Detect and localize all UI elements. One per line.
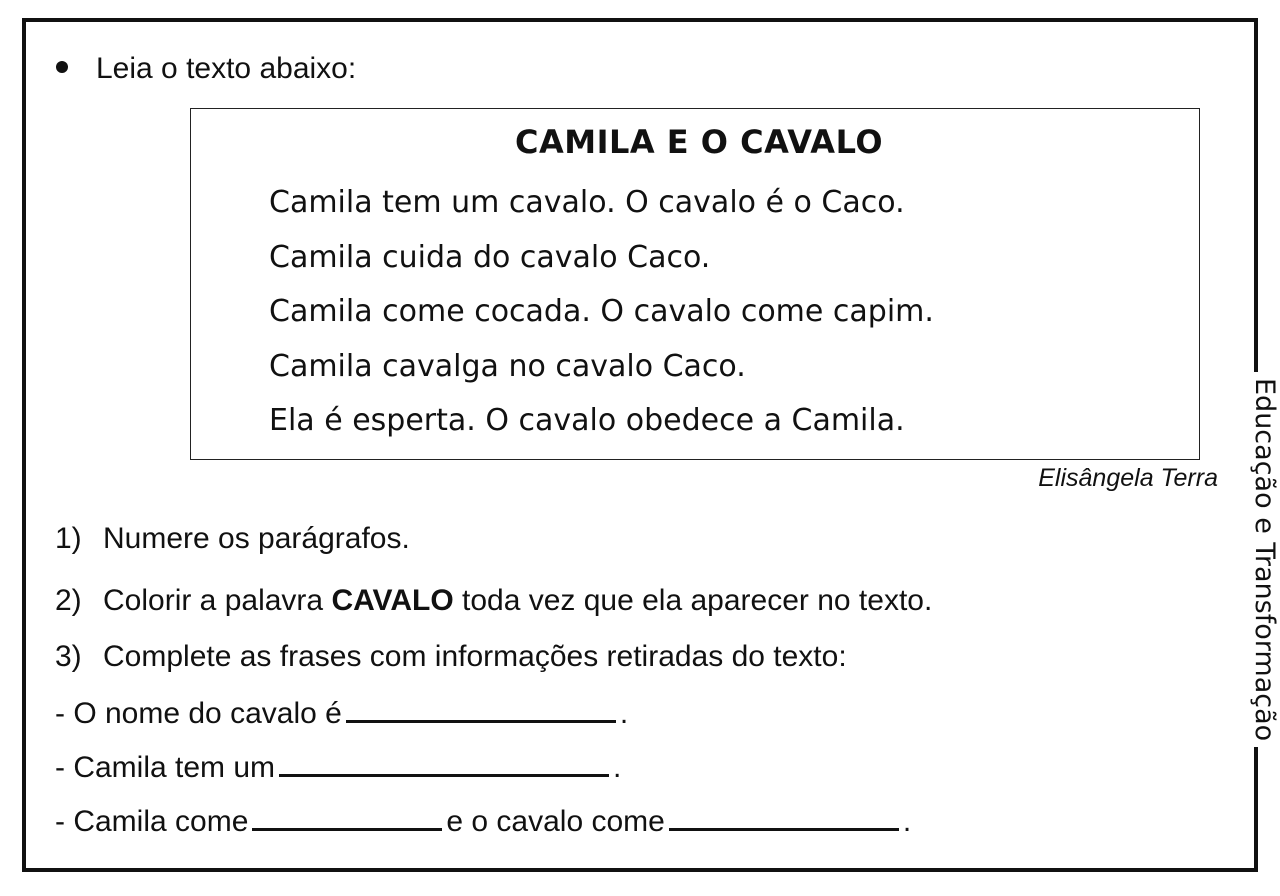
watermark-text: Educação e Transformação (1249, 372, 1280, 747)
story-author: Elisângela Terra (1038, 464, 1218, 492)
story-box (190, 108, 1200, 460)
story-line: Ela é esperta. O cavalo obedece a Camila. (269, 403, 905, 438)
answer-blank[interactable] (669, 802, 899, 831)
story-text (269, 181, 934, 454)
story-line: Camila cavalga no cavalo Caco. (269, 348, 746, 384)
answer-blank[interactable] (279, 748, 609, 777)
fill-in-3: - Camila come e o cavalo come . (55, 802, 911, 839)
answer-blank[interactable] (252, 802, 442, 831)
story-title: CAMILA E O CAVALO (514, 123, 884, 161)
question-2: 2) Colorir a palavra CAVALO toda vez que ela aparecer no texto. (55, 584, 933, 617)
story-line: Camila come cocada. O cavalo come capim. (269, 294, 934, 329)
question-1: 1) Numere os parágrafos. (55, 522, 410, 555)
instruction (56, 52, 356, 86)
question-3: 3) Complete as frases com informações retiradas do texto: (55, 640, 847, 673)
watermark (1236, 372, 1280, 812)
story-line: Camila cuida do cavalo Caco. (269, 239, 711, 275)
bullet-icon (56, 61, 68, 73)
fill-in-2: - Camila tem um . (55, 748, 621, 785)
highlight-word: CAVALO (331, 584, 454, 617)
fill-in-1: - O nome do cavalo é . (55, 694, 628, 731)
story-line: Camila tem um cavalo. O cavalo é o Caco. (269, 185, 905, 220)
answer-blank[interactable] (346, 694, 616, 723)
instruction-text: Leia o texto abaixo: (96, 52, 357, 85)
